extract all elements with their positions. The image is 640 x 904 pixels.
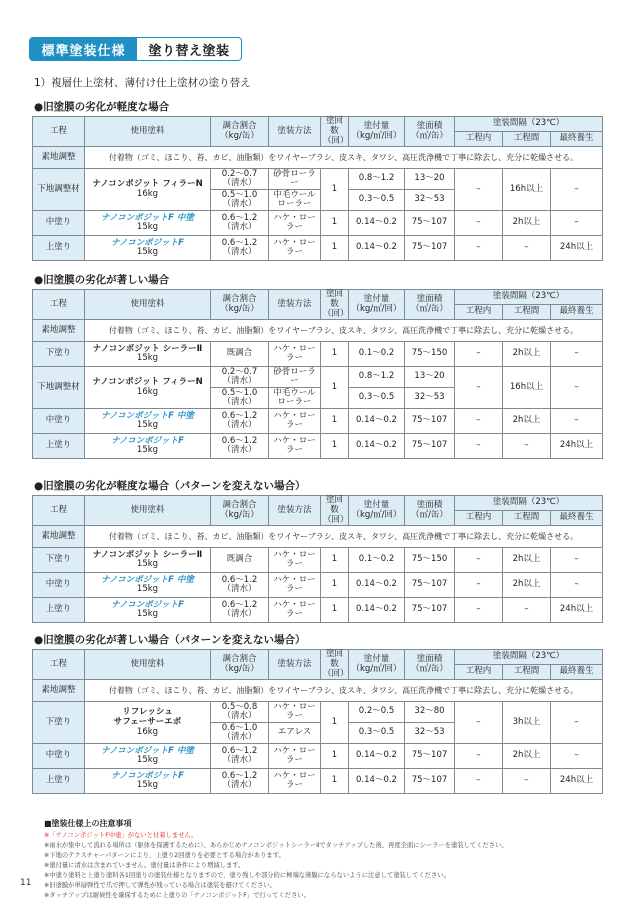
page-number: 11: [20, 878, 32, 888]
col-ratio: 調合割合 （kg/缶）: [211, 290, 269, 320]
final-cure-cell: 24h以上: [551, 434, 603, 459]
interval-within-cell: –: [455, 342, 503, 367]
process-cell: 下塗り: [33, 548, 85, 573]
final-cure-cell: –: [551, 211, 603, 236]
amount-cell: 0.14～0.2: [349, 573, 405, 598]
process-cell: 素地調整: [33, 526, 85, 548]
process-cell: 下地調整材: [33, 169, 85, 211]
method-cell: ハケ・ローラー: [269, 598, 321, 623]
area-cell: 32～53: [405, 190, 455, 211]
paint-cell: [85, 769, 211, 794]
interval-between-cell: 16h以上: [503, 367, 551, 409]
col-process: 工程: [33, 117, 85, 147]
paint-name: ナノコンポジット シーラーⅡ: [92, 343, 203, 354]
amount-cell: 0.14～0.2: [349, 598, 405, 623]
paint-amount: 15kg: [136, 559, 159, 570]
amount-cell: 0.14～0.2: [349, 236, 405, 261]
process-cell: 中塗り: [33, 573, 85, 598]
col-amount: 塗付量 （kg/㎡/回）: [349, 117, 405, 147]
final-cure-cell: –: [551, 169, 603, 211]
note-line: ※「ナノコンポジットF中塗」がないと付着しません。: [44, 832, 198, 839]
amount-cell: 0.3～0.5: [349, 723, 405, 744]
paint-name: ナノコンポジットF: [111, 237, 184, 248]
paint-cell: [85, 702, 211, 744]
method-cell: ハケ・ローラー: [269, 342, 321, 367]
process-cell: 中塗り: [33, 744, 85, 769]
method-cell: エアレス: [269, 723, 321, 744]
method-cell: ハケ・ローラー: [269, 573, 321, 598]
area-cell: 32～53: [405, 388, 455, 409]
amount-cell: 0.1～0.2: [349, 548, 405, 573]
col-interval: 塗装間隔（23℃）: [455, 117, 603, 132]
method-cell: ハケ・ローラー: [269, 409, 321, 434]
col-final: 最終養生: [551, 132, 603, 147]
area-cell: 75～107: [405, 573, 455, 598]
col-between: 工程間: [503, 132, 551, 147]
method-cell: ハケ・ローラー: [269, 434, 321, 459]
coats-cell: 1: [321, 598, 349, 623]
area-cell: 13～20: [405, 169, 455, 190]
col-within: 工程内: [455, 305, 503, 320]
ratio-cell: 0.5～0.8 （清水）: [211, 702, 269, 723]
paint-name: ナノコンポジット フィラーN: [92, 179, 203, 190]
method-cell: 砂骨ローラー: [269, 367, 321, 388]
ratio-cell: 0.6～1.2 （清水）: [211, 769, 269, 794]
paint-cell: [85, 598, 211, 623]
amount-cell: 0.3～0.5: [349, 388, 405, 409]
amount-cell: 0.14～0.2: [349, 409, 405, 434]
interval-between-cell: 2h以上: [503, 409, 551, 434]
amount-cell: 0.14～0.2: [349, 744, 405, 769]
spec-table: [32, 116, 603, 261]
final-cure-cell: 24h以上: [551, 598, 603, 623]
col-paint: 使用塗料: [85, 290, 211, 320]
page-header: [29, 37, 242, 61]
paint-amount: 15kg: [136, 420, 159, 431]
amount-cell: 0.14～0.2: [349, 769, 405, 794]
col-coats: 塗回数 （回）: [321, 290, 349, 320]
interval-within-cell: –: [455, 409, 503, 434]
col-between: 工程間: [503, 665, 551, 680]
paint-amount: 15kg: [136, 353, 159, 364]
prep-note: 付着物（ゴミ、ほこり、苔、カビ、油脂類）をワイヤーブラシ、皮スキ、タワシ、高圧洗浄機で丁寧に除去し、充分に乾燥させる。: [85, 147, 603, 169]
process-cell: 下塗り: [33, 342, 85, 367]
col-paint: 使用塗料: [85, 117, 211, 147]
area-cell: 75～107: [405, 744, 455, 769]
col-final: 最終養生: [551, 305, 603, 320]
coats-cell: 1: [321, 367, 349, 409]
process-cell: 中塗り: [33, 409, 85, 434]
ratio-cell: 0.6～1.2 （清水）: [211, 236, 269, 261]
col-final: 最終養生: [551, 511, 603, 526]
section-title: ●旧塗膜の劣化が著しい場合（パターンを変えない場合）: [34, 634, 306, 646]
col-method: 塗装方法: [269, 496, 321, 526]
notes-lines: [44, 831, 604, 901]
paint-name: ナノコンポジットF 中塗: [101, 410, 194, 421]
method-cell: 中毛ウール ローラー: [269, 388, 321, 409]
interval-within-cell: –: [455, 367, 503, 409]
amount-cell: 0.14～0.2: [349, 434, 405, 459]
ratio-cell: 0.6～1.2 （清水）: [211, 573, 269, 598]
col-coats: 塗回数 （回）: [321, 117, 349, 147]
ratio-cell: 0.5～1.0 （清水）: [211, 190, 269, 211]
paint-amount: 16kg: [136, 188, 159, 199]
paint-amount: 15kg: [136, 584, 159, 595]
final-cure-cell: –: [551, 409, 603, 434]
paint-amount: 15kg: [136, 755, 159, 766]
col-ratio: 調合割合 （kg/缶）: [211, 117, 269, 147]
interval-within-cell: –: [455, 211, 503, 236]
final-cure-cell: 24h以上: [551, 769, 603, 794]
paint-cell: [85, 744, 211, 769]
final-cure-cell: –: [551, 548, 603, 573]
spec-table: [32, 289, 603, 459]
paint-cell: [85, 236, 211, 261]
process-cell: 中塗り: [33, 211, 85, 236]
col-process: 工程: [33, 290, 85, 320]
interval-within-cell: –: [455, 769, 503, 794]
col-amount: 塗付量 （kg/㎡/回）: [349, 290, 405, 320]
ratio-cell: 既調合: [211, 548, 269, 573]
paint-name: ナノコンポジットF: [111, 435, 184, 446]
intro-text: 1）複層仕上塗材、薄付け仕上塗材の塗り替え: [34, 77, 251, 89]
note-line: ※下地のテクスチャーパターンにより、上塗り2回塗りを必要とする場合があります。: [44, 852, 285, 859]
interval-between-cell: 2h以上: [503, 744, 551, 769]
paint-cell: [85, 211, 211, 236]
interval-between-cell: –: [503, 769, 551, 794]
interval-between-cell: 2h以上: [503, 548, 551, 573]
coats-cell: 1: [321, 744, 349, 769]
col-between: 工程間: [503, 305, 551, 320]
paint-amount: 15kg: [136, 609, 159, 620]
amount-cell: 0.3～0.5: [349, 190, 405, 211]
final-cure-cell: –: [551, 342, 603, 367]
interval-between-cell: –: [503, 598, 551, 623]
method-cell: ハケ・ローラー: [269, 744, 321, 769]
interval-within-cell: –: [455, 598, 503, 623]
col-coats: 塗回数 （回）: [321, 650, 349, 680]
paint-amount: 16kg: [136, 386, 159, 397]
ratio-cell: 0.6～1.2 （清水）: [211, 211, 269, 236]
paint-name: ナノコンポジットF 中塗: [101, 212, 194, 223]
col-method: 塗装方法: [269, 117, 321, 147]
col-area: 塗面積 （㎡/缶）: [405, 650, 455, 680]
paint-cell: [85, 548, 211, 573]
interval-between-cell: 16h以上: [503, 169, 551, 211]
area-cell: 13～20: [405, 367, 455, 388]
col-paint: 使用塗料: [85, 650, 211, 680]
note-line: ※中塗り塗料と上塗り塗料各1回塗りの塗装仕様となりますので、塗り残しや部分的に極端な薄膜にならないように注意して塗装してください。: [44, 872, 450, 879]
process-cell: 下地調整材: [33, 367, 85, 409]
note-line: ※塗付量に清水は含まれていません。塗付量は条件により増減します。: [44, 862, 245, 869]
amount-cell: 0.14～0.2: [349, 211, 405, 236]
col-within: 工程内: [455, 665, 503, 680]
interval-between-cell: 2h以上: [503, 211, 551, 236]
method-cell: 砂骨ローラー: [269, 169, 321, 190]
header-main-label: 標準塗装仕様: [30, 38, 137, 60]
method-cell: ハケ・ローラー: [269, 702, 321, 723]
coats-cell: 1: [321, 342, 349, 367]
coats-cell: 1: [321, 702, 349, 744]
process-cell: 上塗り: [33, 769, 85, 794]
col-interval: 塗装間隔（23℃）: [455, 496, 603, 511]
section-title: ●旧塗膜の劣化が著しい場合: [34, 274, 170, 286]
col-area: 塗面積 （㎡/缶）: [405, 290, 455, 320]
ratio-cell: 0.2～0.7 （清水）: [211, 169, 269, 190]
ratio-cell: 0.6～1.2 （清水）: [211, 598, 269, 623]
ratio-cell: 既調合: [211, 342, 269, 367]
paint-cell: [85, 169, 211, 211]
col-within: 工程内: [455, 511, 503, 526]
paint-cell: [85, 367, 211, 409]
interval-between-cell: –: [503, 236, 551, 261]
interval-between-cell: 2h以上: [503, 342, 551, 367]
method-cell: ハケ・ローラー: [269, 236, 321, 261]
coats-cell: 1: [321, 434, 349, 459]
paint-name: ナノコンポジットF: [111, 599, 184, 610]
ratio-cell: 0.6～1.0 （清水）: [211, 723, 269, 744]
interval-within-cell: –: [455, 169, 503, 211]
amount-cell: 0.1～0.2: [349, 342, 405, 367]
notes-title: ■塗装仕様上の注意事項: [44, 819, 132, 828]
col-process: 工程: [33, 650, 85, 680]
note-line: ※雨水が集中して流れる場所は（躯体を保護するために）、あらかじめナノコンポジットシーラーⅡでタッチアップした後、再度全面にシーラーを塗装してください。: [44, 842, 508, 849]
col-paint: 使用塗料: [85, 496, 211, 526]
amount-cell: 0.2～0.5: [349, 702, 405, 723]
process-cell: 素地調整: [33, 680, 85, 702]
final-cure-cell: –: [551, 367, 603, 409]
method-cell: 中毛ウール ローラー: [269, 190, 321, 211]
process-cell: 上塗り: [33, 236, 85, 261]
paint-cell: [85, 434, 211, 459]
notes-block: [44, 818, 604, 901]
process-cell: 上塗り: [33, 434, 85, 459]
paint-amount: 15kg: [136, 247, 159, 258]
prep-note: 付着物（ゴミ、ほこり、苔、カビ、油脂類）をワイヤーブラシ、皮スキ、タワシ、高圧洗浄機で丁寧に除去し、充分に乾燥させる。: [85, 680, 603, 702]
area-cell: 75～107: [405, 211, 455, 236]
area-cell: 75～107: [405, 769, 455, 794]
section-title: ●旧塗膜の劣化が軽度な場合: [34, 101, 170, 113]
prep-note: 付着物（ゴミ、ほこり、苔、カビ、油脂類）をワイヤーブラシ、皮スキ、タワシ、高圧洗浄機で丁寧に除去し、充分に乾燥させる。: [85, 320, 603, 342]
paint-name: ナノコンポジットF: [111, 770, 184, 781]
final-cure-cell: –: [551, 702, 603, 744]
interval-within-cell: –: [455, 573, 503, 598]
method-cell: ハケ・ローラー: [269, 211, 321, 236]
paint-name: ナノコンポジットF 中塗: [101, 574, 194, 585]
amount-cell: 0.8～1.2: [349, 367, 405, 388]
paint-cell: [85, 409, 211, 434]
section-title: ●旧塗膜の劣化が軽度な場合（パターンを変えない場合）: [34, 480, 306, 492]
col-ratio: 調合割合 （kg/缶）: [211, 650, 269, 680]
process-cell: 素地調整: [33, 147, 85, 169]
process-cell: 上塗り: [33, 598, 85, 623]
paint-cell: [85, 342, 211, 367]
col-between: 工程間: [503, 511, 551, 526]
area-cell: 32～53: [405, 723, 455, 744]
coats-cell: 1: [321, 211, 349, 236]
amount-cell: 0.8～1.2: [349, 169, 405, 190]
interval-within-cell: –: [455, 744, 503, 769]
col-method: 塗装方法: [269, 290, 321, 320]
coats-cell: 1: [321, 236, 349, 261]
col-interval: 塗装間隔（23℃）: [455, 650, 603, 665]
final-cure-cell: 24h以上: [551, 236, 603, 261]
ratio-cell: 0.6～1.2 （清水）: [211, 434, 269, 459]
paint-amount: 15kg: [136, 445, 159, 456]
area-cell: 75～107: [405, 598, 455, 623]
interval-between-cell: –: [503, 434, 551, 459]
col-within: 工程内: [455, 132, 503, 147]
area-cell: 75～107: [405, 434, 455, 459]
spec-table: [32, 495, 603, 623]
final-cure-cell: –: [551, 573, 603, 598]
area-cell: 32～80: [405, 702, 455, 723]
col-coats: 塗回数 （回）: [321, 496, 349, 526]
paint-name: リフレッシュ サフェーサーエポ: [113, 707, 182, 727]
prep-note: 付着物（ゴミ、ほこり、苔、カビ、油脂類）をワイヤーブラシ、皮スキ、タワシ、高圧洗浄機で丁寧に除去し、充分に乾燥させる。: [85, 526, 603, 548]
col-process: 工程: [33, 496, 85, 526]
paint-name: ナノコンポジット シーラーⅡ: [92, 549, 203, 560]
ratio-cell: 0.2～0.7 （清水）: [211, 367, 269, 388]
ratio-cell: 0.6～1.2 （清水）: [211, 744, 269, 769]
col-amount: 塗付量 （kg/㎡/回）: [349, 496, 405, 526]
coats-cell: 1: [321, 548, 349, 573]
note-line: ※タッチアップは耐候性を確保するために上塗りの「ナノコンポジットF」で行ってください。: [44, 892, 310, 899]
area-cell: 75～150: [405, 342, 455, 367]
interval-within-cell: –: [455, 236, 503, 261]
ratio-cell: 0.6～1.2 （清水）: [211, 409, 269, 434]
note-line: ※旧塗膜が単層弾性で爪で押して弾性が残っている場合は塗装を避けてください。: [44, 882, 276, 889]
paint-name: ナノコンポジットF 中塗: [101, 745, 194, 756]
interval-within-cell: –: [455, 434, 503, 459]
paint-amount: 15kg: [136, 780, 159, 791]
col-ratio: 調合割合 （kg/缶）: [211, 496, 269, 526]
interval-between-cell: 3h以上: [503, 702, 551, 744]
paint-name: ナノコンポジット フィラーN: [92, 377, 203, 388]
area-cell: 75～150: [405, 548, 455, 573]
col-interval: 塗装間隔（23℃）: [455, 290, 603, 305]
coats-cell: 1: [321, 409, 349, 434]
col-area: 塗面積 （㎡/缶）: [405, 117, 455, 147]
col-area: 塗面積 （㎡/缶）: [405, 496, 455, 526]
col-amount: 塗付量 （kg/㎡/回）: [349, 650, 405, 680]
process-cell: 下塗り: [33, 702, 85, 744]
coats-cell: 1: [321, 573, 349, 598]
col-method: 塗装方法: [269, 650, 321, 680]
coats-cell: 1: [321, 169, 349, 211]
method-cell: ハケ・ローラー: [269, 769, 321, 794]
process-cell: 素地調整: [33, 320, 85, 342]
paint-amount: 16kg: [136, 726, 159, 737]
method-cell: ハケ・ローラー: [269, 548, 321, 573]
area-cell: 75～107: [405, 236, 455, 261]
paint-amount: 15kg: [136, 222, 159, 233]
interval-within-cell: –: [455, 548, 503, 573]
paint-cell: [85, 573, 211, 598]
final-cure-cell: –: [551, 744, 603, 769]
ratio-cell: 0.5～1.0 （清水）: [211, 388, 269, 409]
col-final: 最終養生: [551, 665, 603, 680]
coats-cell: 1: [321, 769, 349, 794]
area-cell: 75～107: [405, 409, 455, 434]
header-sub-label: 塗り替え塗装: [148, 43, 230, 59]
spec-table: [32, 649, 603, 794]
interval-within-cell: –: [455, 702, 503, 744]
interval-between-cell: 2h以上: [503, 573, 551, 598]
